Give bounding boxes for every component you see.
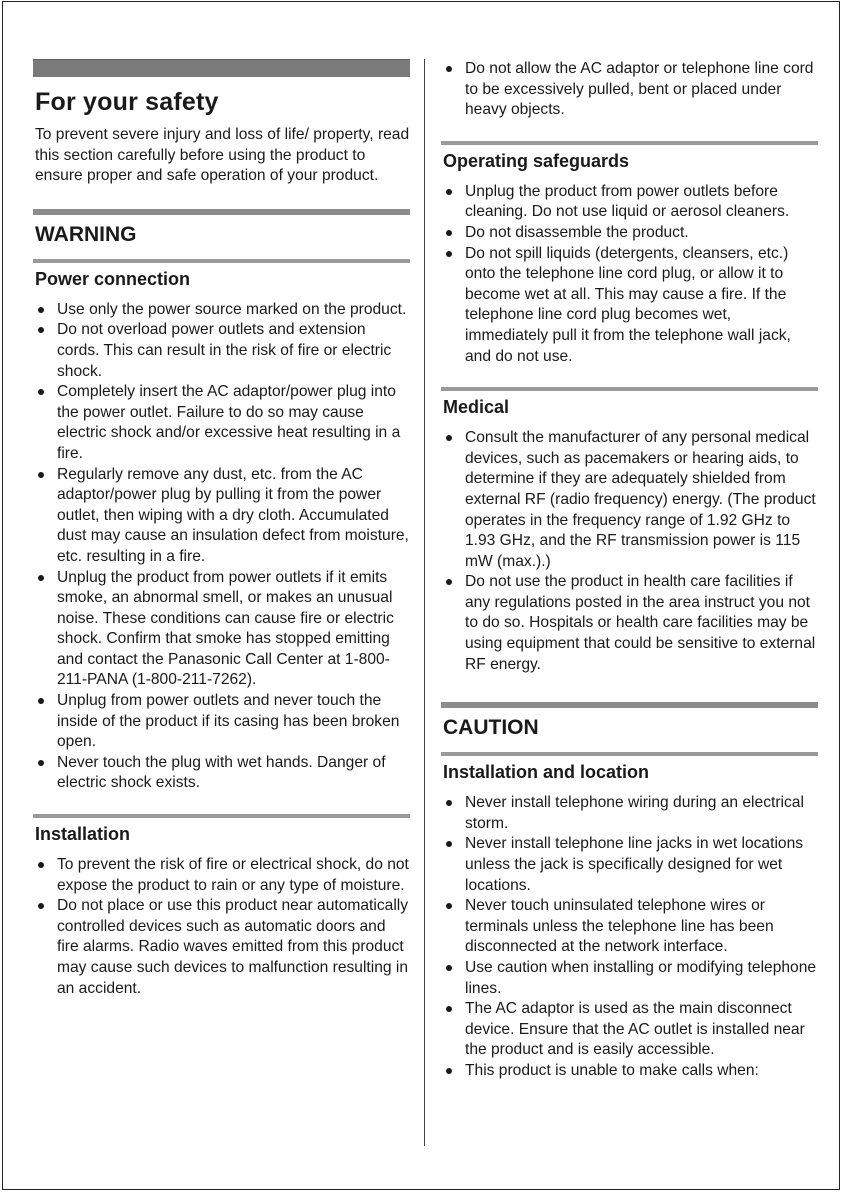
power-connection-list: [33, 300, 410, 794]
list-item-text: This product is unable to make calls when:: [465, 1061, 759, 1079]
continued-list: [441, 59, 818, 121]
bullet-icon: [446, 230, 452, 236]
list-item: [441, 958, 818, 999]
bullet-icon: [38, 903, 44, 909]
list-item-text: Do not use the product in health care facilities if any regulations posted in the area instruct you not to do so. Hospitals or health care facilities may be using equipment that could be sensitive to external RF energy.: [465, 573, 816, 673]
bullet-icon: [38, 575, 44, 581]
bullet-icon: [446, 579, 452, 585]
operating-safeguards-heading: Operating safeguards: [443, 150, 630, 171]
warning-rule: [33, 209, 410, 215]
installation-rule: [33, 814, 410, 818]
list-item: [441, 896, 818, 958]
bullet-icon: [446, 1068, 452, 1074]
list-item: [441, 182, 818, 223]
caution-heading: CAUTION: [443, 716, 539, 740]
bullet-icon: [38, 307, 44, 313]
warning-heading: WARNING: [35, 222, 137, 246]
bullet-icon: [446, 189, 452, 195]
bullet-icon: [446, 903, 452, 909]
medical-heading: Medical: [443, 397, 510, 418]
list-item: [441, 1061, 818, 1082]
list-item: [33, 320, 410, 382]
power-connection-heading: Power connection: [35, 268, 191, 289]
bullet-icon: [446, 965, 452, 971]
bullet-icon: [446, 1006, 452, 1012]
bullet-icon: [446, 66, 452, 72]
right-column: [441, 59, 818, 1082]
list-item: [441, 223, 818, 244]
installation-location-list: [441, 793, 818, 1081]
installation-heading: Installation: [35, 824, 131, 845]
list-item-text: Do not overload power outlets and extension cords. This can result in the risk of fire or electric shock.: [57, 321, 392, 380]
list-item-text: The AC adaptor is used as the main disconnect device. Ensure that the AC outlet is installed near the product and is easily accessible.: [465, 1000, 805, 1059]
list-item-text: To prevent the risk of fire or electrical shock, do not expose the product to rain or any type of moisture.: [57, 856, 409, 894]
column-divider: [424, 59, 425, 1146]
list-item-text: Never touch uninsulated telephone wires or terminals unless the telephone line has been disconnected at the network interface.: [465, 897, 774, 956]
list-item-text: Consult the manufacturer of any personal medical devices, such as pacemakers or hearing aids, to determine if they are adequately shielded from external RF (radio frequency) energy. (The product operates in the frequency range of 1.92 GHz to 1.93 GHz, and the RF transmission power is 115 mW (max.).): [465, 429, 816, 570]
list-item-text: Completely insert the AC adaptor/power plug into the power outlet. Failure to do so may cause electric shock and/or excessive heat resulting in a fire.: [57, 383, 401, 462]
intro-paragraph: To prevent severe injury and loss of life/ property, read this section carefully before using the product to ensure proper and safe operation of your product.: [35, 126, 410, 185]
power-rule: [33, 259, 410, 263]
medical-list: [441, 428, 818, 675]
list-item: [441, 59, 818, 121]
operating-safeguards-list: [441, 182, 818, 367]
list-item-text: Do not disassemble the product.: [465, 223, 689, 241]
list-item-text: Regularly remove any dust, etc. from the AC adaptor/power plug by pulling it from the power outlet, then wiping with a dry cloth. Accumulated dust may cause an insulation defect from moisture, etc. resulting in a fire.: [57, 465, 409, 565]
caution-rule: [441, 702, 818, 708]
manual-page: [2, 1, 840, 1190]
list-item-text: Use only the power source marked on the product.: [57, 300, 407, 318]
list-item: [33, 753, 410, 794]
list-item: [33, 855, 410, 896]
list-item: [33, 896, 410, 999]
list-item: [441, 572, 818, 675]
list-item-text: Do not allow the AC adaptor or telephone line cord to be excessively pulled, bent or placed under heavy objects.: [465, 60, 814, 119]
bullet-icon: [38, 389, 44, 395]
left-column: [33, 59, 410, 999]
list-item-text: Do not spill liquids (detergents, cleansers, etc.) onto the telephone line cord plug, or allow it to become wet at all. This may cause a fire. If the telephone line cord plug becomes wet, immediately pull it from the telephone wall jack, and do not use.: [465, 244, 791, 365]
list-item-text: Do not place or use this product near automatically controlled devices such as automatic doors and fire alarms. Radio waves emitted from this product may cause such devices to malfunction resulting in an accident.: [57, 897, 409, 997]
bullet-icon: [38, 698, 44, 704]
list-item-text: Unplug the product from power outlets before cleaning. Do not use liquid or aerosol cleaners.: [465, 182, 790, 221]
install-location-rule: [441, 752, 818, 756]
list-item: [441, 428, 818, 572]
list-item: [33, 465, 410, 568]
title-bar: [33, 59, 410, 77]
list-item-text: Unplug the product from power outlets if it emits smoke, an abnormal smell, or makes an unusual noise. These conditions can cause fire or electric shock. Confirm that smoke has stopped emitting and contact the Panasonic Call Center at 1-800-211-PANA (1-800-211-7262).: [57, 568, 394, 689]
bullet-icon: [38, 760, 44, 766]
list-item-text: Never install telephone line jacks in wet locations unless the jack is specifically designed for wet locations.: [465, 835, 804, 894]
medical-rule: [441, 387, 818, 391]
operating-rule: [441, 141, 818, 145]
list-item: [441, 999, 818, 1061]
bullet-icon: [446, 251, 452, 257]
list-item: [33, 382, 410, 464]
bullet-icon: [446, 435, 452, 441]
bullet-icon: [38, 327, 44, 333]
list-item: [441, 244, 818, 368]
list-item: [441, 834, 818, 896]
list-item: [33, 568, 410, 692]
list-item: [33, 300, 410, 321]
list-item-text: Never install telephone wiring during an electrical storm.: [465, 794, 804, 832]
page-title: For your safety: [35, 88, 219, 116]
bullet-icon: [38, 472, 44, 478]
bullet-icon: [446, 841, 452, 847]
list-item: [33, 691, 410, 753]
installation-list: [33, 855, 410, 999]
list-item-text: Use caution when installing or modifying telephone lines.: [465, 959, 817, 997]
list-item-text: Unplug from power outlets and never touch the inside of the product if its casing has been broken open.: [57, 692, 400, 751]
list-item-text: Never touch the plug with wet hands. Danger of electric shock exists.: [57, 753, 386, 792]
bullet-icon: [38, 862, 44, 868]
bullet-icon: [446, 800, 452, 806]
installation-location-heading: Installation and location: [443, 762, 650, 783]
list-item: [441, 793, 818, 834]
